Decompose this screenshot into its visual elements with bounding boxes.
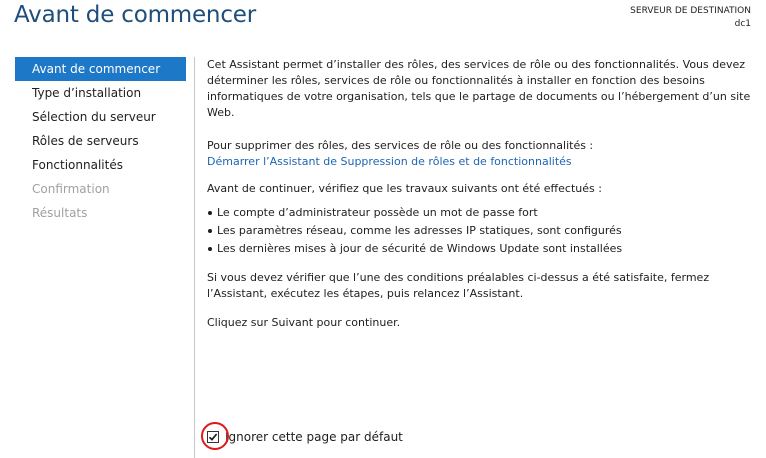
destination-server-info bbox=[630, 5, 751, 31]
intro-text: Cet Assistant permet d’installer des rôles, des services de rôle ou des fonctionnalités. Vous devez déterminer les rôles, services de rôle ou fonctionnalités à installer en fonction des besoins informatiques de votre organisation, tels que le partage de documents ou l’hébergement d’un site Web. bbox=[207, 58, 751, 119]
destination-server-name: dc1 bbox=[734, 19, 751, 29]
list-item: Le compte d’administrateur possède un mot de passe fort bbox=[207, 204, 755, 222]
remove-intro-text: Pour supprimer des rôles, des services de rôle ou des fonctionnalités : bbox=[207, 139, 594, 152]
skip-page-label[interactable]: Ignorer cette page par défaut bbox=[225, 430, 403, 444]
verify-note-text: Si vous devez vérifier que l’une des conditions préalables ci-dessus a été satisfaite, fermez l’Assistant, exécutez les étapes, puis relancez l’Assistant. bbox=[207, 271, 710, 300]
checkmark-icon bbox=[208, 432, 218, 442]
checklist-intro-text: Avant de continuer, vérifiez que les travaux suivants ont été effectués : bbox=[207, 182, 602, 195]
prerequisite-checklist bbox=[207, 204, 755, 258]
nav-item-resultats: Résultats bbox=[32, 206, 88, 220]
remove-roles-wizard-link[interactable]: Démarrer l’Assistant de Suppression de rôles et de fonctionnalités bbox=[207, 155, 572, 168]
wizard-steps-nav bbox=[15, 57, 186, 225]
nav-item-fonctionnalites[interactable]: Fonctionnalités bbox=[32, 158, 123, 172]
nav-item-confirmation: Confirmation bbox=[32, 182, 110, 196]
skip-page-option[interactable] bbox=[207, 429, 403, 445]
destination-label: SERVEUR DE DESTINATION bbox=[630, 6, 751, 16]
main-content bbox=[207, 57, 755, 331]
nav-divider bbox=[194, 57, 195, 458]
nav-item-selection-serveur[interactable]: Sélection du serveur bbox=[32, 110, 156, 124]
page-title: Avant de commencer bbox=[14, 2, 256, 28]
list-item: Les dernières mises à jour de sécurité de Windows Update sont installées bbox=[207, 240, 755, 258]
skip-page-checkbox[interactable] bbox=[207, 431, 219, 443]
next-note-text: Cliquez sur Suivant pour continuer. bbox=[207, 316, 401, 329]
nav-item-roles-serveurs[interactable]: Rôles de serveurs bbox=[32, 134, 139, 148]
nav-item-avant-de-commencer[interactable]: Avant de commencer bbox=[15, 57, 186, 81]
list-item: Les paramètres réseau, comme les adresses IP statiques, sont configurés bbox=[207, 222, 755, 240]
nav-item-type-installation[interactable]: Type d’installation bbox=[32, 86, 142, 100]
